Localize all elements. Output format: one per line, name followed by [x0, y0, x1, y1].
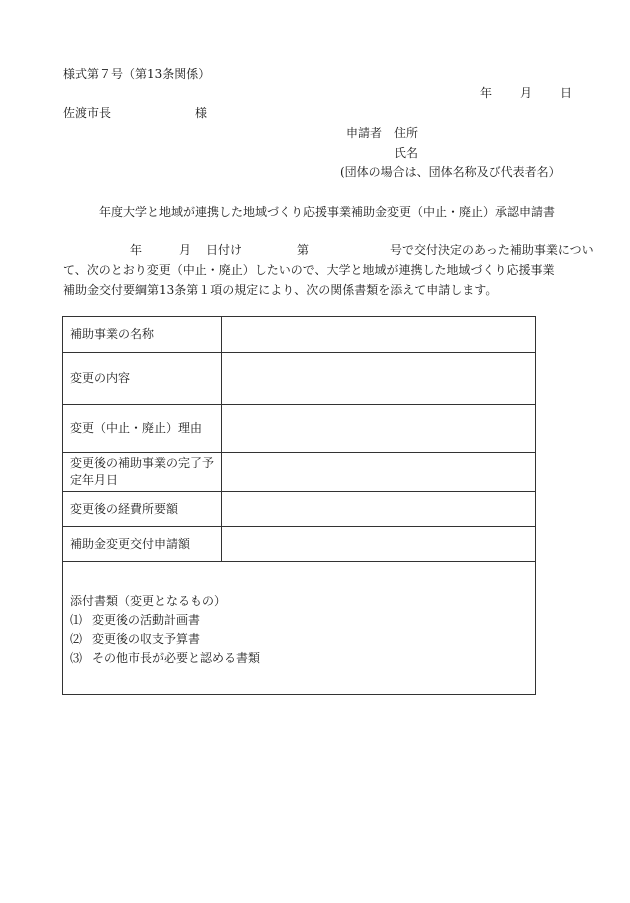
row-value — [222, 405, 536, 453]
table-row — [63, 453, 536, 492]
date-line — [480, 86, 572, 100]
applicant-label: 申請者 — [346, 126, 383, 140]
attachments-cell — [63, 562, 536, 695]
body-day-dated: 日付け — [206, 243, 243, 257]
address-label: 住所 — [394, 126, 419, 140]
attachment-item — [70, 611, 535, 630]
row-value — [222, 492, 536, 527]
row-label: 変更（中止・廃止）理由 — [63, 405, 222, 453]
applicant-note: (団体の場合は、団体名称及び代表者名） — [340, 165, 561, 179]
body-line-1-tail: 号で交付決定のあった補助事業につい — [390, 243, 594, 257]
date-day-label: 日 — [560, 86, 573, 100]
document-title: 年度大学と地域が連携した地域づくり応援事業補助金変更（中止・廃止）承認申請書 — [99, 205, 556, 219]
row-label: 補助金変更交付申請額 — [63, 527, 222, 562]
row-label: 変更後の補助事業の完了予定年月日 — [63, 453, 222, 492]
body-line-2: て、次のとおり変更（中止・廃止）したいので、大学と地域が連携した地域づくり応援事業 — [63, 263, 555, 277]
attachment-item — [70, 630, 535, 649]
addressee — [63, 106, 208, 120]
attachment-text: 変更後の活動計画書 — [92, 613, 201, 627]
row-value — [222, 453, 536, 492]
attachment-text: その他市長が必要と認める書類 — [92, 651, 261, 665]
row-label: 変更の内容 — [63, 353, 222, 405]
application-details-table — [62, 316, 536, 695]
attachment-number: ⑵ — [70, 632, 83, 646]
row-label: 変更後の経費所要額 — [63, 492, 222, 527]
attachments-row — [63, 562, 536, 695]
attachments-heading: 添付書類（変更となるもの） — [70, 594, 227, 608]
attachment-number: ⑴ — [70, 613, 83, 627]
date-year-label: 年 — [480, 86, 493, 100]
body-number-prefix: 第 — [297, 243, 310, 257]
form-number-label: 様式第７号（第13条関係） — [63, 67, 211, 81]
table-row — [63, 527, 536, 562]
body-month: 月 — [179, 243, 192, 257]
body-line-3: 補助金交付要綱第13条第１項の規定により、次の関係書類を添えて申請します。 — [63, 283, 498, 297]
row-label: 補助事業の名称 — [63, 317, 222, 353]
row-value — [222, 317, 536, 353]
addressee-honorific: 様 — [195, 106, 208, 120]
attachment-text: 変更後の収支予算書 — [92, 632, 201, 646]
table-row — [63, 353, 536, 405]
applicant-name-label: 氏名 — [394, 146, 419, 160]
addressee-name: 佐渡市長 — [63, 106, 112, 120]
row-value — [222, 527, 536, 562]
row-value — [222, 353, 536, 405]
applicant-address-line — [346, 126, 419, 140]
table-row — [63, 405, 536, 453]
attachment-number: ⑶ — [70, 651, 83, 665]
date-month-label: 月 — [520, 86, 533, 100]
table-row — [63, 317, 536, 353]
attachment-item — [70, 649, 535, 668]
body-year: 年 — [130, 243, 143, 257]
table-row — [63, 492, 536, 527]
